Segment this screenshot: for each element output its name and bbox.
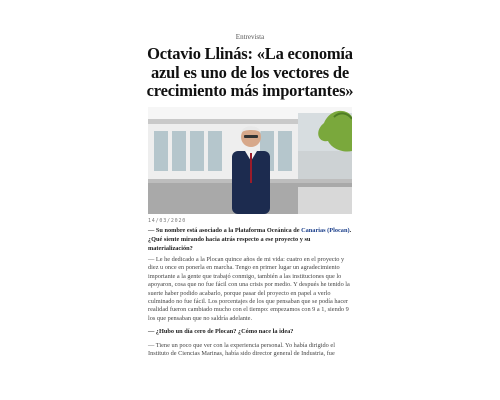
section-label: Entrevista xyxy=(235,33,265,41)
article-photo xyxy=(148,107,352,214)
question-1 xyxy=(148,227,352,253)
question-1-suffix: . ¿Qué siente mirando hacia atrás respecto a ese proyecto y su materialización? xyxy=(148,227,352,252)
headline: Octavio Llinás: «La economía azul es uno de los vectores de crecimiento más importantes» xyxy=(146,44,354,100)
question-2: — ¿Hubo un día cero de Plocan? ¿Cómo nace la idea? xyxy=(148,328,294,335)
answer-1: — Le he dedicado a la Plocan quince años de mi vida: cuatro en el proyecto y diez u once en ponerla en marcha. Tengo en primer lugar un agradecimiento importante a la gente que trabajó conmigo, también a las instituciones que lo apoyaron, cosa que no fue fácil con una crisis por medio. Y después he tenido la suerte haber podido acabarlo, porque pasar del proyecto en papel a verlo culminado no fue fácil. Los porcentajes de los que pensaban que se podía hacer realidad fueron cambiado mucho con el tiempo: empezamos con 9 a 1, siendo 9 los que pensaban que no saldría adelante. xyxy=(148,256,350,322)
publish-date: 14/03/2020 xyxy=(148,218,187,224)
plocan-link[interactable]: Canarias (Plocan) xyxy=(301,227,350,234)
answer-2: — Tiene un poco que ver con la experiencia personal. Yo había dirigido el Instituto de Ciencias Marinas, había sido director general de Industria, fue xyxy=(148,342,335,358)
article xyxy=(148,0,352,400)
photo-illustration xyxy=(148,107,352,214)
question-1-prefix: — Su nombre está asociado a la Plataforma Oceánica de xyxy=(148,227,302,234)
